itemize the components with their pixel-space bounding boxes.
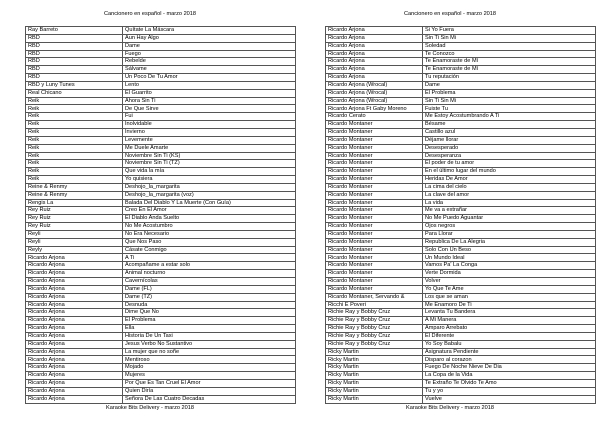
artist-cell: Ricardo Arjona (Wrocal) (326, 97, 423, 105)
table-row (26, 356, 296, 364)
song-title-cell: Te Enamoraste de Mí (423, 58, 596, 66)
song-title-cell: Vuelve (423, 395, 596, 403)
song-title-cell: Fuego (123, 50, 296, 58)
song-title-cell: Levanta Tu Bandera (423, 309, 596, 317)
artist-cell: Reik (26, 176, 123, 184)
song-title-cell: Para Llorar (423, 230, 596, 238)
song-table-body (26, 27, 296, 404)
table-row (26, 113, 296, 121)
song-title-cell: Quítate La Máscara (123, 27, 296, 35)
song-title-cell: Verte Dormida (423, 270, 596, 278)
table-row (326, 121, 596, 129)
table-row (326, 27, 596, 35)
table-row (26, 42, 296, 50)
song-title-cell: Castillo azul (423, 128, 596, 136)
song-title-cell: Me Duele Amarte (123, 144, 296, 152)
artist-cell: RBD (26, 58, 123, 66)
table-row (26, 395, 296, 403)
table-row (26, 136, 296, 144)
artist-cell: Ricardo Arjona (26, 356, 123, 364)
artist-cell: Ricardo Arjona (26, 278, 123, 286)
table-row (26, 246, 296, 254)
artist-cell: Rey Ruiz (26, 207, 123, 215)
artist-cell: Reik (26, 97, 123, 105)
song-title-cell: Desesperado (423, 144, 596, 152)
artist-cell: Ricardo Montaner (326, 191, 423, 199)
song-title-cell: Me Enamoro De Ti (423, 301, 596, 309)
page-footer: Karaoke Bits Delivery - marzo 2018 (406, 405, 494, 411)
table-row (326, 246, 596, 254)
song-title-cell: Dame (FL) (123, 285, 296, 293)
table-row (26, 348, 296, 356)
page-footer: Karaoke Bits Delivery - marzo 2018 (106, 405, 194, 411)
table-row (326, 168, 596, 176)
artist-cell: Ricky Martin (326, 387, 423, 395)
song-title-cell: Si Yo Fuera (423, 27, 596, 35)
artist-cell: Ricardo Arjona (Wrocal) (326, 81, 423, 89)
artist-cell: Ricardo Arjona (26, 379, 123, 387)
table-row (26, 317, 296, 325)
artist-cell: Ricardo Montaner (326, 121, 423, 129)
artist-cell: Ricardo Montaner (326, 270, 423, 278)
artist-cell: Ricardo Montaner (326, 262, 423, 270)
artist-cell: Ricky Martin (326, 395, 423, 403)
table-row (26, 301, 296, 309)
table-row (326, 152, 596, 160)
table-row (326, 379, 596, 387)
artist-cell: Reik (26, 113, 123, 121)
song-title-cell: Aun Hay Algo (123, 34, 296, 42)
table-row (326, 309, 596, 317)
artist-cell: Ricardo Montaner (326, 176, 423, 184)
song-title-cell: Señora De Las Cuatro Decadas (123, 395, 296, 403)
song-title-cell: Sin Ti Sin Mi (423, 97, 596, 105)
song-title-cell: Que vida la mía (123, 168, 296, 176)
song-title-cell: Que Nos Paso (123, 238, 296, 246)
table-row (326, 105, 596, 113)
song-title-cell: Mujeres (123, 372, 296, 380)
table-row (326, 223, 596, 231)
artist-cell: Ricardo Arjona (26, 301, 123, 309)
artist-cell: RBD (26, 74, 123, 82)
artist-cell: Richie Ray y Bobby Cruz (326, 332, 423, 340)
right-page (300, 0, 600, 424)
artist-cell: Ricardo Arjona (326, 27, 423, 35)
table-row (26, 176, 296, 184)
song-title-cell: Deshojo_la_margarita (123, 183, 296, 191)
song-title-cell: La clave del amor (423, 191, 596, 199)
artist-cell: Ricardo Montaner (326, 215, 423, 223)
table-row (326, 89, 596, 97)
table-row (26, 207, 296, 215)
table-row (326, 364, 596, 372)
table-row (326, 238, 596, 246)
artist-cell: Richie Ray y Bobby Cruz (326, 325, 423, 333)
song-title-cell: Desnuda (123, 301, 296, 309)
table-row (326, 325, 596, 333)
artist-cell: Ricardo Montaner (326, 183, 423, 191)
table-row (326, 81, 596, 89)
artist-cell: Reik (26, 144, 123, 152)
table-row (326, 372, 596, 380)
table-row (326, 42, 596, 50)
song-title-cell: Yo Soy Babalu (423, 340, 596, 348)
artist-cell: Rey Ruiz (26, 215, 123, 223)
table-row (326, 34, 596, 42)
table-row (26, 66, 296, 74)
table-row (26, 254, 296, 262)
song-title-cell: Lento (123, 81, 296, 89)
table-row (26, 81, 296, 89)
artist-cell: Ricchi E Poveri (326, 301, 423, 309)
song-title-cell: A Ti (123, 254, 296, 262)
artist-cell: Reik (26, 128, 123, 136)
artist-cell: Ricardo Montaner (326, 254, 423, 262)
artist-cell: RBD y Luny Tunes (26, 81, 123, 89)
table-row (326, 113, 596, 121)
artist-cell: Real Chicano (26, 89, 123, 97)
table-row (26, 285, 296, 293)
table-row (326, 144, 596, 152)
table-row (326, 356, 596, 364)
table-row (26, 270, 296, 278)
table-row (326, 262, 596, 270)
song-title-cell: Heridas De Amor (423, 176, 596, 184)
table-row (26, 144, 296, 152)
artist-cell: Ricardo Arjona (326, 42, 423, 50)
artist-cell: Ricardo Arjona (26, 262, 123, 270)
song-title-cell: El Problema (123, 317, 296, 325)
artist-cell: Rey Ruiz (26, 223, 123, 231)
table-row (326, 97, 596, 105)
artist-cell: Ricardo Cerato (326, 113, 423, 121)
song-table-body (326, 27, 596, 404)
artist-cell: Ricardo Arjona (26, 364, 123, 372)
song-title-cell: Déjame llorar (423, 136, 596, 144)
artist-cell: RBD (26, 50, 123, 58)
artist-cell: Ricardo Arjona (Wrocal) (326, 89, 423, 97)
table-row (326, 293, 596, 301)
song-title-cell: Balada Del Diablo Y La Muerte (Con Guía) (123, 199, 296, 207)
artist-cell: Ricardo Montaner (326, 128, 423, 136)
table-row (26, 309, 296, 317)
table-row (326, 285, 596, 293)
song-title-cell: Mentiroso (123, 356, 296, 364)
table-row (26, 238, 296, 246)
table-row (26, 74, 296, 82)
artist-cell: Ricardo Arjona (326, 50, 423, 58)
artist-cell: Ricardo Montaner (326, 136, 423, 144)
artist-cell: Ricardo Arjona (26, 348, 123, 356)
song-title-cell: Sin Ti Sin Mi (423, 34, 596, 42)
table-row (26, 387, 296, 395)
song-title-cell: El Guarrito (123, 89, 296, 97)
song-title-cell: Sálvame (123, 66, 296, 74)
artist-cell: Ricardo Montaner (326, 144, 423, 152)
song-title-cell: No Me Acostumbro (123, 223, 296, 231)
song-title-cell: Solo Con Un Beso (423, 246, 596, 254)
artist-cell: Reine & Renmy (26, 183, 123, 191)
table-row (326, 301, 596, 309)
table-row (26, 223, 296, 231)
song-title-cell: Te Conozco (423, 50, 596, 58)
song-title-cell: Fui (123, 113, 296, 121)
song-title-cell: Ella (123, 325, 296, 333)
song-title-cell: Ahora Sin Ti (123, 97, 296, 105)
artist-cell: Ricardo Arjona (26, 332, 123, 340)
artist-cell: Ricardo Arjona (326, 66, 423, 74)
artist-cell: Ricardo Montaner (326, 246, 423, 254)
song-title-cell: Fuiste Tu (423, 105, 596, 113)
table-row (26, 50, 296, 58)
table-row (326, 395, 596, 403)
song-title-cell: Desesperanza (423, 152, 596, 160)
song-title-cell: Yo quisiera (123, 176, 296, 184)
song-title-cell: Jesus Verbo No Sustantivo (123, 340, 296, 348)
artist-cell: Ricardo Arjona (26, 270, 123, 278)
song-title-cell: Noviembre Sin Ti (KS) (123, 152, 296, 160)
artist-cell: Ricardo Montaner (326, 199, 423, 207)
song-title-cell: Te Extraño Te Olvido Te Amo (423, 379, 596, 387)
song-title-cell: Cásate Conmigo (123, 246, 296, 254)
table-row (326, 254, 596, 262)
table-row (326, 215, 596, 223)
page-header: Cancionero en español - marzo 2018 (103, 11, 197, 17)
song-title-cell: Historia De Un Taxi (123, 332, 296, 340)
song-title-cell: Ojos negros (423, 223, 596, 231)
song-title-cell: La mujer que no soñe (123, 348, 296, 356)
song-title-cell: Cavernícolas (123, 278, 296, 286)
table-row (326, 270, 596, 278)
artist-cell: Ricardo Montaner (326, 285, 423, 293)
song-title-cell: Te Enamoraste de Mí (423, 66, 596, 74)
artist-cell: Ricardo Arjona (26, 293, 123, 301)
song-title-cell: El Diferente (423, 332, 596, 340)
artist-cell: Ricardo Montaner (326, 238, 423, 246)
artist-cell: Ricardo Arjona (26, 325, 123, 333)
table-row (26, 340, 296, 348)
song-title-cell: La cima del cielo (423, 183, 596, 191)
song-title-cell: Rebelde (123, 58, 296, 66)
song-title-cell: Soledad (423, 42, 596, 50)
table-row (26, 152, 296, 160)
artist-cell: Ricardo Arjona (326, 34, 423, 42)
song-title-cell: El Diablo Anda Suelto (123, 215, 296, 223)
song-title-cell: Me Estoy Acostumbrando A Ti (423, 113, 596, 121)
artist-cell: Ricardo Arjona (26, 254, 123, 262)
artist-cell: Ricardo Montaner, Servando & (326, 293, 423, 301)
table-row (26, 105, 296, 113)
artist-cell: Richie Ray y Bobby Cruz (326, 309, 423, 317)
artist-cell: RBD (26, 42, 123, 50)
song-table (25, 26, 296, 404)
artist-cell: Reik (26, 160, 123, 168)
song-title-cell: En el último lugar del mundo (423, 168, 596, 176)
table-row (26, 128, 296, 136)
song-title-cell: Quien Diría (123, 387, 296, 395)
song-title-cell: Me va a extrañar (423, 207, 596, 215)
table-row (326, 230, 596, 238)
song-title-cell: Mojado (123, 364, 296, 372)
table-row (26, 121, 296, 129)
song-title-cell: A Mi Manera (423, 317, 596, 325)
song-title-cell: Un Mundo Ideal (423, 254, 596, 262)
song-title-cell: Deshojo_la_margarita (voz) (123, 191, 296, 199)
song-title-cell: Tu y yo (423, 387, 596, 395)
table-row (26, 262, 296, 270)
artist-cell: Ricardo Montaner (326, 230, 423, 238)
table-row (326, 348, 596, 356)
table-row (26, 58, 296, 66)
artist-cell: Ray Barreto (26, 27, 123, 35)
song-title-cell: Republica De La Alegria (423, 238, 596, 246)
song-title-cell: No Era Necesario (123, 230, 296, 238)
artist-cell: Ricardo Montaner (326, 168, 423, 176)
song-title-cell: No Me Puedo Aguantar (423, 215, 596, 223)
table-row (326, 160, 596, 168)
artist-cell: Ricardo Arjona (26, 309, 123, 317)
table-row (26, 230, 296, 238)
table-row (26, 332, 296, 340)
song-table (325, 26, 596, 404)
table-row (26, 278, 296, 286)
table-row (26, 191, 296, 199)
song-title-cell: Por Que Es Tan Cruel El Amor (123, 379, 296, 387)
artist-cell: Ricky Martin (326, 348, 423, 356)
table-row (326, 74, 596, 82)
artist-cell: Ricardo Arjona (26, 317, 123, 325)
artist-cell: RBD (26, 34, 123, 42)
artist-cell: Ricardo Arjona (26, 340, 123, 348)
song-title-cell: Noviembre Sin Ti (TZ) (123, 160, 296, 168)
table-row (26, 379, 296, 387)
artist-cell: Reik (26, 168, 123, 176)
artist-cell: Reik (26, 105, 123, 113)
song-title-cell: Levemente (123, 136, 296, 144)
artist-cell: Ricardo Arjona Ft Gaby Moreno (326, 105, 423, 113)
artist-cell: Reyli (26, 230, 123, 238)
table-row (326, 317, 596, 325)
table-row (26, 97, 296, 105)
song-title-cell: Dime Que No (123, 309, 296, 317)
artist-cell: Reine & Renmy (26, 191, 123, 199)
artist-cell: Ricardo Montaner (326, 223, 423, 231)
table-row (26, 325, 296, 333)
artist-cell: RBD (26, 66, 123, 74)
table-row (26, 27, 296, 35)
table-row (326, 191, 596, 199)
artist-cell: Ricardo Arjona (26, 285, 123, 293)
song-title-cell: De Que Sirve (123, 105, 296, 113)
song-title-cell: Disparo al corazon (423, 356, 596, 364)
song-title-cell: Dame (423, 81, 596, 89)
artist-cell: Reik (26, 121, 123, 129)
song-title-cell: Asignatura Pendiente (423, 348, 596, 356)
song-title-cell: Dame (TZ) (123, 293, 296, 301)
song-title-cell: Animal nocturno (123, 270, 296, 278)
table-row (326, 128, 596, 136)
song-title-cell: El Problema (423, 89, 596, 97)
table-row (326, 199, 596, 207)
table-row (326, 66, 596, 74)
song-title-cell: Bésame (423, 121, 596, 129)
song-title-cell: Tu reputación (423, 74, 596, 82)
artist-cell: Ricardo Montaner (326, 160, 423, 168)
artist-cell: Reyli (26, 238, 123, 246)
artist-cell: Ricardo Montaner (326, 278, 423, 286)
artist-cell: Ricardo Arjona (26, 387, 123, 395)
artist-cell: Ricky Martin (326, 372, 423, 380)
table-row (26, 215, 296, 223)
song-title-cell: Volver (423, 278, 596, 286)
artist-cell: Reik (26, 136, 123, 144)
artist-cell: Ricky Martin (326, 379, 423, 387)
song-title-cell: Creo En El Amor (123, 207, 296, 215)
table-row (26, 89, 296, 97)
song-title-cell: La vida (423, 199, 596, 207)
table-row (26, 183, 296, 191)
table-row (26, 160, 296, 168)
table-row (326, 340, 596, 348)
table-row (26, 199, 296, 207)
song-title-cell: Fuego De Noche Nieve De Dia (423, 364, 596, 372)
artist-cell: Ricky Martin (326, 356, 423, 364)
artist-cell: Reyly (26, 246, 123, 254)
table-row (26, 168, 296, 176)
song-title-cell: Invierno (123, 128, 296, 136)
table-row (326, 136, 596, 144)
artist-cell: Ricardo Arjona (26, 372, 123, 380)
song-title-cell: Inolvidable (123, 121, 296, 129)
table-row (26, 364, 296, 372)
table-row (326, 176, 596, 184)
artist-cell: Richie Ray y Bobby Cruz (326, 340, 423, 348)
song-title-cell: Los que se aman (423, 293, 596, 301)
song-title-cell: Amparo Arrebato (423, 325, 596, 333)
song-title-cell: Acompañame a estar solo (123, 262, 296, 270)
song-title-cell: La Copa de la Vida (423, 372, 596, 380)
song-title-cell: Yo Que Te Ame (423, 285, 596, 293)
song-title-cell: Vamos Pa' La Conga (423, 262, 596, 270)
table-row (26, 372, 296, 380)
artist-cell: Ricardo Arjona (326, 74, 423, 82)
song-title-cell: Dame (123, 42, 296, 50)
table-row (26, 34, 296, 42)
table-row (326, 387, 596, 395)
table-row (326, 207, 596, 215)
table-row (326, 278, 596, 286)
table-row (26, 293, 296, 301)
artist-cell: Ricardo Montaner (326, 152, 423, 160)
table-row (326, 332, 596, 340)
artist-cell: Ricardo Arjona (26, 395, 123, 403)
artist-cell: Ricardo Arjona (326, 58, 423, 66)
artist-cell: Richie Ray y Bobby Cruz (326, 317, 423, 325)
artist-cell: Reik (26, 152, 123, 160)
artist-cell: Ricky Martin (326, 364, 423, 372)
table-row (326, 58, 596, 66)
table-row (326, 50, 596, 58)
song-title-cell: Un Poco De Tu Amor (123, 74, 296, 82)
artist-cell: Rengis La (26, 199, 123, 207)
song-title-cell: El poder de tu amor (423, 160, 596, 168)
page-header: Cancionero en español - marzo 2018 (403, 11, 497, 17)
artist-cell: Ricardo Montaner (326, 207, 423, 215)
table-row (326, 183, 596, 191)
